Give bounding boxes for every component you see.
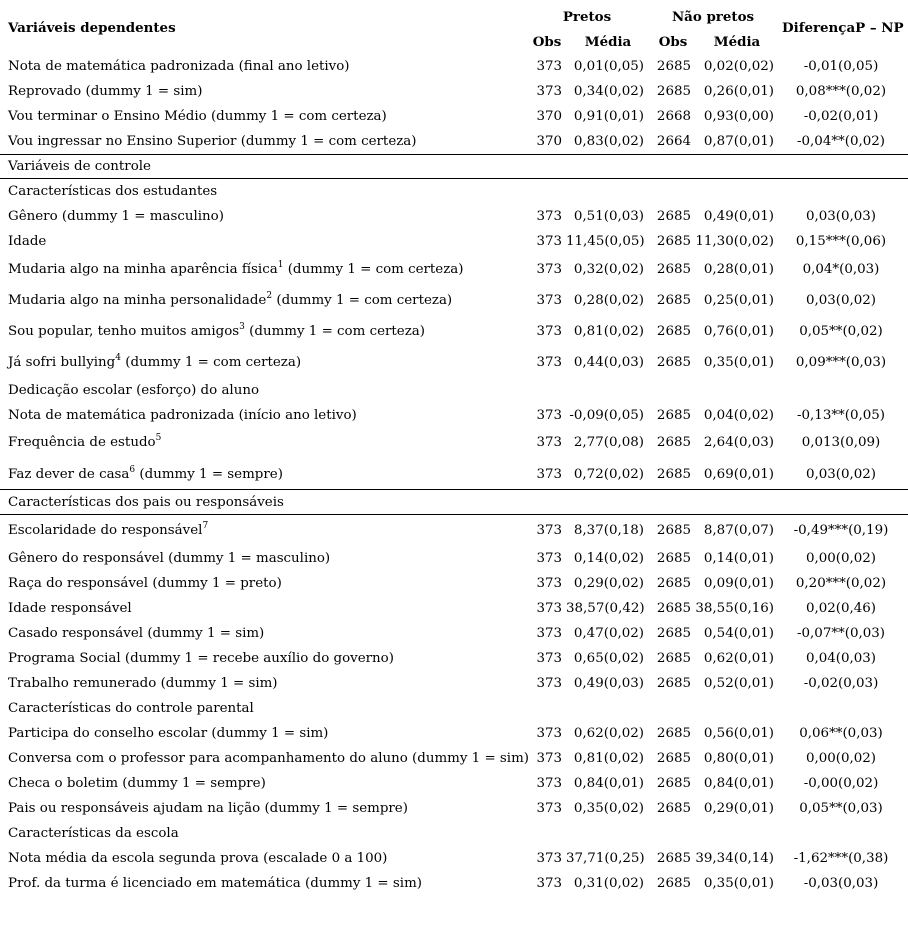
divider-line [0,154,908,155]
row-label-text: Nota de matemática padronizada (início ano letivo) [8,408,357,423]
table-row [0,179,908,204]
cell-diferenca: -0,01(0,05) [803,59,879,74]
row-label [8,596,132,621]
row-label [8,204,224,229]
table-row [0,350,908,375]
header-diff: DiferençaP – NP [782,20,904,36]
header-media-pretos: Média [584,34,632,50]
footnote-marker: 2 [266,290,273,301]
row-label-text: Programa Social (dummy 1 = recebe auxílio do governo) [8,651,394,666]
cell-obs-pretos: 373 [536,84,562,99]
table-row [0,79,908,104]
row-label [8,350,301,375]
table-row [0,671,908,696]
cell-diferenca: -0,07**(0,03) [797,626,885,641]
row-label-text: Dedicação escolar (esforço) do aluno [8,383,260,398]
row-label [8,796,408,821]
cell-media-nao-pretos: 11,30(0,02) [695,234,774,249]
cell-media-pretos: 38,57(0,42) [566,601,645,616]
cell-obs-nao-pretos: 2685 [656,59,691,74]
row-label [8,871,422,896]
table-row [0,129,908,154]
cell-media-pretos: 0,84(0,01) [573,776,644,791]
row-label [8,430,161,455]
cell-media-nao-pretos: 0,04(0,02) [703,408,774,423]
cell-obs-nao-pretos: 2685 [656,551,691,566]
divider-line [0,178,908,179]
row-label-text: Prof. da turma é licenciado em matemática (dummy 1 = sim) [8,876,422,891]
cell-media-nao-pretos: 0,49(0,01) [703,209,774,224]
cell-media-nao-pretos: 0,02(0,02) [703,59,774,74]
footnote-marker: 4 [115,352,121,363]
row-label-text: Características do controle parental [8,701,254,716]
header-group-nao-pretos: Não pretos [671,9,755,25]
row-label-text: Participa do conselho escolar (dummy 1 = sim) [8,726,329,741]
table-row [0,403,908,428]
cell-obs-pretos: 373 [536,209,562,224]
cell-obs-nao-pretos: 2685 [656,467,691,482]
table-row [0,596,908,621]
cell-obs-nao-pretos: 2685 [656,776,691,791]
cell-media-pretos: 37,71(0,25) [566,851,645,866]
cell-media-nao-pretos: 0,09(0,01) [703,576,774,591]
table-row [0,518,908,543]
row-label-text: Características da escola [8,826,179,841]
cell-obs-pretos: 373 [536,467,562,482]
cell-diferenca: 0,05**(0,03) [799,801,883,816]
footnote-marker: 3 [239,321,245,332]
cell-media-nao-pretos [694,154,774,179]
cell-media-nao-pretos: 0,52(0,01) [703,676,774,691]
cell-media-pretos: 0,14(0,02) [573,551,644,566]
cell-diferenca: -0,02(0,03) [803,676,879,691]
cell-diferenca: 0,05**(0,02) [799,324,883,339]
row-label-text: Casado responsável (dummy 1 = sim) [8,626,265,641]
table-row [0,821,908,846]
cell-diferenca: 0,00(0,02) [805,551,877,566]
cell-diferenca: 0,03(0,02) [805,467,877,482]
cell-media-pretos: 0,81(0,02) [573,751,644,766]
row-label-text: Características dos pais ou responsáveis [8,495,284,510]
table-row [0,54,908,79]
cell-diferenca: -0,49***(0,19) [793,523,889,538]
cell-obs-pretos: 373 [536,626,562,641]
divider-line [0,489,908,490]
cell-media-nao-pretos: 0,87(0,01) [703,134,774,149]
row-label [8,288,452,313]
cell-obs-nao-pretos: 2685 [656,676,691,691]
row-label [8,179,217,204]
table-row [0,154,908,179]
cell-media-pretos: 0,31(0,02) [573,876,644,891]
cell-media-pretos: 0,83(0,02) [573,134,644,149]
cell-obs-pretos: 373 [536,876,562,891]
header-title: Variáveis dependentes [8,20,176,36]
header-obs-pretos: Obs [532,34,562,50]
cell-media-nao-pretos: 2,64(0,03) [703,435,774,450]
table-row [0,378,908,403]
cell-diferenca: 0,20***(0,02) [795,576,887,591]
cell-diferenca: 0,03(0,02) [805,293,877,308]
row-label-text: Vou terminar o Ensino Médio (dummy 1 = com certeza) [8,109,387,124]
cell-obs-nao-pretos: 2685 [656,726,691,741]
table-row [0,846,908,871]
row-label [8,154,151,179]
footnote-marker: 6 [129,464,136,475]
table-row [0,796,908,821]
cell-obs-pretos: 373 [536,355,562,370]
cell-diferenca: 0,03(0,03) [805,209,877,224]
cell-media-nao-pretos [694,490,774,515]
row-label [8,79,202,104]
cell-media-pretos [566,821,644,846]
row-label-text: Mudaria algo na minha aparência física [8,262,278,277]
cell-obs-pretos: 373 [536,676,562,691]
footnote-marker: 5 [155,432,162,443]
table-row [0,229,908,254]
cell-media-pretos: 0,44(0,03) [573,355,644,370]
cell-obs-nao-pretos: 2685 [656,576,691,591]
row-label [8,721,328,746]
table-row [0,462,908,487]
cell-obs-pretos: 373 [536,776,562,791]
cell-obs-nao-pretos: 2685 [656,523,691,538]
cell-media-pretos: -0,09(0,05) [569,408,644,423]
row-label [8,821,179,846]
cell-diferenca [782,154,900,179]
row-label [8,104,387,129]
cell-obs-pretos [528,821,562,846]
row-label-text: Raça do responsável (dummy 1 = preto) [8,576,282,591]
cell-obs-nao-pretos [648,154,691,179]
cell-obs-nao-pretos: 2668 [656,109,691,124]
cell-media-nao-pretos: 0,26(0,01) [703,84,774,99]
cell-obs-pretos: 373 [536,324,562,339]
table-row [0,204,908,229]
row-label [8,746,529,771]
row-label-text: Conversa com o professor para acompanhamento do aluno (dummy 1 = sim) [8,751,530,766]
cell-media-nao-pretos: 0,35(0,01) [703,876,774,891]
cell-obs-nao-pretos: 2685 [656,262,691,277]
cell-obs-nao-pretos [648,378,691,403]
cell-obs-pretos: 370 [536,109,562,124]
cell-media-nao-pretos: 0,25(0,01) [703,293,774,308]
row-label-suffix: (dummy 1 = com certeza) [272,293,453,308]
cell-diferenca: -0,00(0,02) [803,776,879,791]
row-label-text: Frequência de estudo [8,435,156,450]
table-row [0,104,908,129]
cell-media-pretos: 0,65(0,02) [573,651,644,666]
row-label-text: Checa o boletim (dummy 1 = sempre) [8,776,266,791]
cell-obs-nao-pretos: 2685 [656,851,691,866]
cell-media-pretos: 0,01(0,05) [573,59,644,74]
cell-obs-pretos [528,378,562,403]
cell-obs-nao-pretos [648,490,691,515]
cell-diferenca: -0,03(0,03) [803,876,879,891]
row-label-text: Pais ou responsáveis ajudam na lição (dummy 1 = sempre) [8,801,408,816]
cell-obs-pretos: 373 [536,523,562,538]
row-label [8,546,330,571]
cell-obs-nao-pretos: 2685 [656,408,691,423]
cell-obs-nao-pretos: 2685 [656,209,691,224]
cell-obs-pretos: 373 [536,551,562,566]
row-label-text: Vou ingressar no Ensino Superior (dummy 1 = com certeza) [8,134,417,149]
cell-media-pretos: 2,77(0,08) [573,435,644,450]
cell-media-pretos: 0,34(0,02) [573,84,644,99]
cell-obs-pretos: 373 [536,293,562,308]
cell-obs-nao-pretos [648,696,691,721]
row-label-text: Idade [8,234,47,249]
cell-diferenca [782,179,900,204]
row-label [8,846,387,871]
row-label [8,696,254,721]
cell-media-pretos: 11,45(0,05) [566,234,645,249]
cell-diferenca [782,821,900,846]
table-row [0,571,908,596]
cell-diferenca [782,378,900,403]
row-label-text: Trabalho remunerado (dummy 1 = sim) [8,676,278,691]
cell-media-nao-pretos: 8,87(0,07) [703,523,774,538]
table-row [0,430,908,455]
row-label [8,462,283,487]
cell-media-nao-pretos: 0,29(0,01) [703,801,774,816]
cell-obs-nao-pretos: 2685 [656,876,691,891]
table-row [0,319,908,344]
cell-diferenca: 0,15***(0,06) [795,234,887,249]
cell-obs-pretos: 373 [536,726,562,741]
row-label-text: Gênero (dummy 1 = masculino) [8,209,224,224]
cell-obs-pretos: 373 [536,601,562,616]
row-label [8,671,278,696]
row-label [8,621,264,646]
cell-diferenca: 0,04*(0,03) [802,262,880,277]
row-label [8,378,259,403]
table-row [0,621,908,646]
cell-obs-nao-pretos: 2685 [656,324,691,339]
cell-media-nao-pretos: 0,35(0,01) [703,355,774,370]
cell-media-pretos: 0,28(0,02) [573,293,644,308]
cell-obs-pretos: 373 [536,576,562,591]
cell-diferenca [782,490,900,515]
cell-media-pretos: 0,49(0,03) [573,676,644,691]
row-label-text: Variáveis de controle [8,159,151,174]
row-label [8,571,282,596]
row-label [8,490,284,515]
cell-media-pretos: 0,47(0,02) [573,626,644,641]
row-label-text: Escolaridade do responsável [8,523,203,538]
row-label-text: Mudaria algo na minha personalidade [8,293,267,308]
table-row [0,721,908,746]
row-label-text: Reprovado (dummy 1 = sim) [8,84,203,99]
row-label-text: Nota de matemática padronizada (final ano letivo) [8,59,350,74]
cell-media-pretos [566,490,644,515]
cell-media-nao-pretos: 39,34(0,14) [695,851,774,866]
cell-obs-pretos: 373 [536,801,562,816]
cell-media-nao-pretos [694,696,774,721]
table-row [0,288,908,313]
cell-obs-pretos: 373 [536,234,562,249]
cell-media-nao-pretos: 0,56(0,01) [703,726,774,741]
cell-diferenca [782,696,900,721]
row-label [8,403,357,428]
footnote-marker: 7 [202,520,209,531]
table-row [0,646,908,671]
row-label [8,646,394,671]
cell-obs-nao-pretos: 2685 [656,651,691,666]
row-label-text: Nota média da escola segunda prova (escaladе 0 a 100) [8,851,388,866]
cell-media-nao-pretos: 0,93(0,00) [703,109,774,124]
cell-obs-nao-pretos: 2685 [656,626,691,641]
cell-obs-pretos: 370 [536,134,562,149]
cell-diferenca: 0,08***(0,02) [795,84,887,99]
cell-obs-pretos: 373 [536,59,562,74]
cell-obs-pretos: 373 [536,851,562,866]
cell-diferenca: 0,09***(0,03) [795,355,887,370]
cell-media-pretos: 8,37(0,18) [573,523,644,538]
row-label [8,771,266,796]
row-label [8,229,46,254]
cell-obs-pretos [528,696,562,721]
cell-media-nao-pretos: 0,54(0,01) [703,626,774,641]
cell-media-pretos [566,378,644,403]
row-label-text: Faz dever de casa [8,467,130,482]
cell-diferenca: -0,02(0,01) [803,109,879,124]
cell-obs-nao-pretos: 2685 [656,84,691,99]
cell-media-nao-pretos: 0,76(0,01) [703,324,774,339]
cell-obs-pretos: 373 [536,262,562,277]
cell-diferenca: 0,00(0,02) [805,751,877,766]
cell-obs-nao-pretos: 2685 [656,601,691,616]
row-label [8,129,417,154]
cell-obs-pretos: 373 [536,435,562,450]
cell-media-nao-pretos: 0,28(0,01) [703,262,774,277]
cell-media-nao-pretos: 0,69(0,01) [703,467,774,482]
table-row [0,871,908,896]
cell-obs-nao-pretos: 2685 [656,751,691,766]
cell-media-pretos: 0,29(0,02) [573,576,644,591]
footnote-marker: 1 [277,259,284,270]
cell-obs-nao-pretos: 2685 [656,355,691,370]
cell-diferenca: 0,013(0,09) [801,435,881,450]
cell-obs-pretos [528,490,562,515]
table-row [0,546,908,571]
table-row [0,490,908,515]
cell-obs-nao-pretos: 2685 [656,234,691,249]
cell-media-pretos [566,154,644,179]
cell-obs-nao-pretos [648,821,691,846]
cell-media-nao-pretos: 0,62(0,01) [703,651,774,666]
cell-obs-pretos [528,154,562,179]
cell-obs-nao-pretos: 2685 [656,801,691,816]
cell-media-pretos: 0,81(0,02) [573,324,644,339]
cell-media-pretos: 0,51(0,03) [573,209,644,224]
header-group-pretos: Pretos [562,9,612,25]
cell-media-pretos [566,179,644,204]
cell-obs-pretos: 373 [536,651,562,666]
cell-diferenca: 0,04(0,03) [805,651,877,666]
cell-media-pretos: 0,32(0,02) [573,262,644,277]
table-row [0,696,908,721]
cell-media-pretos: 0,35(0,02) [573,801,644,816]
row-label-text: Já sofri bullying [8,355,116,370]
header-obs-nao-pretos: Obs [658,34,688,50]
cell-obs-nao-pretos: 2685 [656,435,691,450]
cell-obs-pretos: 373 [536,751,562,766]
cell-diferenca: -1,62***(0,38) [793,851,889,866]
row-label [8,518,208,543]
cell-diferenca: 0,02(0,46) [805,601,877,616]
cell-media-nao-pretos [694,179,774,204]
cell-diferenca: 0,06**(0,03) [799,726,883,741]
row-label [8,257,464,282]
row-label-text: Idade responsável [8,601,132,616]
row-label [8,54,350,79]
row-label-suffix: (dummy 1 = sempre) [135,467,283,482]
cell-obs-pretos [528,179,562,204]
cell-obs-nao-pretos: 2664 [656,134,691,149]
cell-media-pretos: 0,72(0,02) [573,467,644,482]
cell-diferenca: -0,13**(0,05) [797,408,885,423]
table-row [0,771,908,796]
cell-media-pretos: 0,62(0,02) [573,726,644,741]
row-label-suffix: (dummy 1 = com certeza) [244,324,425,339]
cell-media-nao-pretos [694,378,774,403]
cell-media-nao-pretos: 0,80(0,01) [703,751,774,766]
divider-line [0,514,908,515]
row-label-suffix: (dummy 1 = com certeza) [120,355,302,370]
cell-media-nao-pretos: 0,84(0,01) [703,776,774,791]
row-label-text: Sou popular, tenho muitos amigos [8,324,240,339]
cell-obs-nao-pretos: 2685 [656,293,691,308]
cell-diferenca: -0,04**(0,02) [797,134,885,149]
row-label-text: Características dos estudantes [8,184,218,199]
cell-media-nao-pretos: 38,55(0,16) [695,601,774,616]
cell-obs-nao-pretos [648,179,691,204]
row-label-suffix: (dummy 1 = com certeza) [283,262,464,277]
cell-media-pretos [566,696,644,721]
table-row [0,257,908,282]
cell-media-nao-pretos: 0,14(0,01) [703,551,774,566]
table-row [0,746,908,771]
row-label [8,319,425,344]
cell-obs-pretos: 373 [536,408,562,423]
header-media-nao-pretos: Média [713,34,761,50]
cell-media-nao-pretos [694,821,774,846]
row-label-text: Gênero do responsável (dummy 1 = masculino) [8,551,331,566]
cell-media-pretos: 0,91(0,01) [573,109,644,124]
